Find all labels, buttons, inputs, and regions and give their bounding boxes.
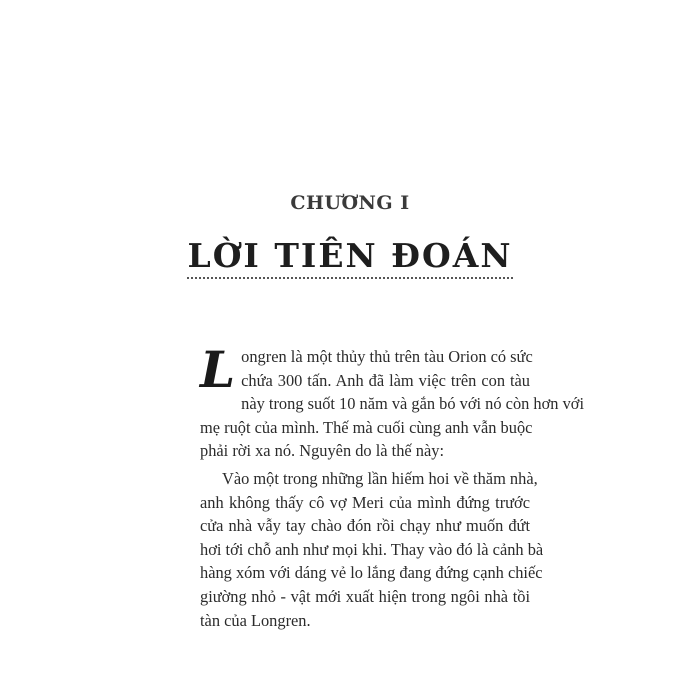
paragraph-line: chứa 300 tấn. Anh đã làm việc trên con tàu bbox=[241, 370, 530, 390]
paragraph-line: cửa nhà vẫy tay chào đón rồi chạy như muốn đứt bbox=[200, 516, 530, 536]
chapter-title: LỜI TIÊN ĐOÁN bbox=[187, 236, 512, 279]
paragraph-line: này trong suốt 10 năm và gắn bó với nó còn hơn với bbox=[241, 394, 584, 414]
paragraph-line: anh không thấy cô vợ Meri của mình đứng trước bbox=[200, 492, 530, 512]
paragraph-2 bbox=[200, 467, 544, 632]
paragraph-line: Vào một trong những lần hiếm hoi về thăm nhà, bbox=[222, 468, 538, 488]
paragraph-line: mẹ ruột của mình. Thế mà cuối cùng anh vẫn buộc bbox=[200, 417, 533, 437]
chapter-label: CHƯƠNG I bbox=[290, 192, 410, 214]
drop-cap: L bbox=[200, 340, 236, 399]
paragraph-line: hơi tới chỗ anh như mọi khi. Thay vào đó là cảnh bà bbox=[200, 539, 544, 559]
paragraph-1 bbox=[200, 340, 584, 463]
paragraph-line: phải rời xa nó. Nguyên do là thế này: bbox=[200, 441, 444, 461]
paragraph-line: tàn của Longren. bbox=[200, 610, 311, 630]
paragraph-line: giường nhỏ - vật mới xuất hiện trong ngôi nhà tồi bbox=[200, 586, 530, 606]
paragraph-line: hàng xóm với dáng vẻ lo lắng đang đứng cạnh chiếc bbox=[200, 563, 543, 583]
chapter-title-container bbox=[0, 236, 700, 279]
chapter-body bbox=[200, 340, 584, 632]
paragraph-line: ongren là một thủy thủ trên tàu Orion có sức bbox=[241, 347, 533, 366]
